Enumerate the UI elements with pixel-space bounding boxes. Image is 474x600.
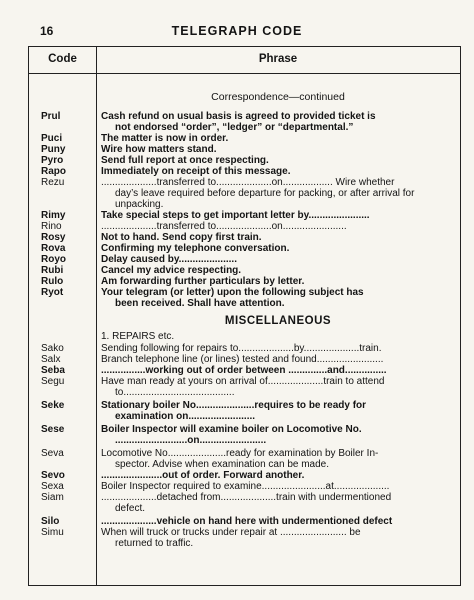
code: Rimy [41,210,66,221]
code: Seke [41,400,65,411]
correspondence-section-title: Correspondence—continued [211,91,345,103]
code-entry-sexa [29,481,460,492]
phrase-column-header: Phrase [258,53,298,65]
code: Ryot [41,287,64,298]
phrase: ....................detached from....................train with undermentioned defect. [101,492,392,514]
phrase: Locomotive No.....................ready for examination by Boiler In- spector. Advise when examination can be made. [101,448,379,470]
code-entry-rova [29,243,460,254]
code: Sese [41,424,65,435]
phrase: Not to hand. Send copy first train. [101,232,262,243]
phrase: Cancel my advice respecting. [101,265,242,276]
code-entry-puny [29,144,460,155]
code-column-header: Code [48,53,77,65]
phrase: Send full report at once respecting. [101,155,269,166]
code-entry-rapo [29,166,460,177]
code: Segu [41,376,65,387]
phrase: Confirming my telephone conversation. [101,243,290,254]
phrase: Take special steps to get important letter by...................... [101,210,370,221]
code-entry-segu [29,376,460,398]
code: Rino [41,221,62,232]
phrase: When will truck or trucks under repair at ........................ be returned to traffic. [101,527,361,549]
code: Sevo [41,470,65,481]
phrase: Immediately on receipt of this message. [101,166,291,177]
code: Rapo [41,166,66,177]
page-title: TELEGRAPH CODE [171,24,303,38]
code-entry-royo [29,254,460,265]
phrase: Branch telephone line (or lines) tested and found........................ [101,354,384,365]
code: Siam [41,492,64,503]
code-entry-ryot [29,287,460,309]
code: Salx [41,354,61,365]
code-entry-silo [29,516,460,527]
code-entry-seva [29,448,460,470]
code: Rulo [41,276,64,287]
phrase: ................working out of order between ..............and............... [101,365,387,376]
phrase: ....................transferred to....................on.................. Wire whether day’s leave required before departure for packing, or after arrival for unpacking. [101,177,415,210]
code-entry-sevo [29,470,460,481]
page-header [0,24,474,42]
code-entry-sese [29,424,460,446]
repairs-subtitle: 1. REPAIRS etc. [101,331,175,342]
code: Seva [41,448,64,459]
code-table [28,46,461,586]
page-number: 16 [40,24,54,38]
code: Sexa [41,481,64,492]
code-entry-puci [29,133,460,144]
miscellaneous-section-title: MISCELLANEOUS [224,315,332,327]
phrase: Wire how matters stand. [101,144,217,155]
code: Rezu [41,177,65,188]
code: Rosy [41,232,66,243]
code-entry-pyro [29,155,460,166]
code: Pyro [41,155,64,166]
table-body [29,87,460,549]
phrase: ....................vehicle on hand here with undermentioned defect [101,516,393,527]
code-entry-rimy [29,210,460,221]
code-entry-prul [29,111,460,133]
phrase: Have man ready at yours on arrival of....................train to attend to........................................ [101,376,385,398]
phrase: ......................out of order. Forward another. [101,470,305,481]
code-entry-sako [29,343,460,354]
phrase: ....................transferred to....................on....................... [101,221,347,232]
code-entry-siam [29,492,460,514]
code-entry-rosy [29,232,460,243]
phrase: Boiler Inspector will examine boiler on Locomotive No. ..........................on........................ [101,424,362,446]
code-entry-seke [29,400,460,422]
phrase: The matter is now in order. [101,133,229,144]
code-entry-seba [29,365,460,376]
code: Prul [41,111,61,122]
phrase: Am forwarding further particulars by letter. [101,276,305,287]
code-entry-rezu [29,177,460,210]
code: Sako [41,343,64,354]
code: Puny [41,144,66,155]
code: Puci [41,133,63,144]
phrase: Stationary boiler No.....................requires to be ready for examination on........................ [101,400,367,422]
phrase: Sending following for repairs to....................by....................train. [101,343,382,354]
table-header [29,47,460,74]
phrase: Delay caused by..................... [101,254,237,265]
code-entry-rulo [29,276,460,287]
code: Rova [41,243,66,254]
code: Royo [41,254,66,265]
code: Silo [41,516,60,527]
code-entry-rino [29,221,460,232]
code-entry-simu [29,527,460,549]
code: Seba [41,365,65,376]
code-entry-salx [29,354,460,365]
code: Simu [41,527,64,538]
code: Rubi [41,265,64,276]
phrase: Your telegram (or letter) upon the following subject has been received. Shall have attention. [101,287,364,309]
phrase: Cash refund on usual basis is agreed to provided ticket is not endorsed “order”, “ledger” or “departmental.” [101,111,376,133]
code-entry-rubi [29,265,460,276]
phrase: Boiler Inspector required to examine.......................at.................... [101,481,390,492]
